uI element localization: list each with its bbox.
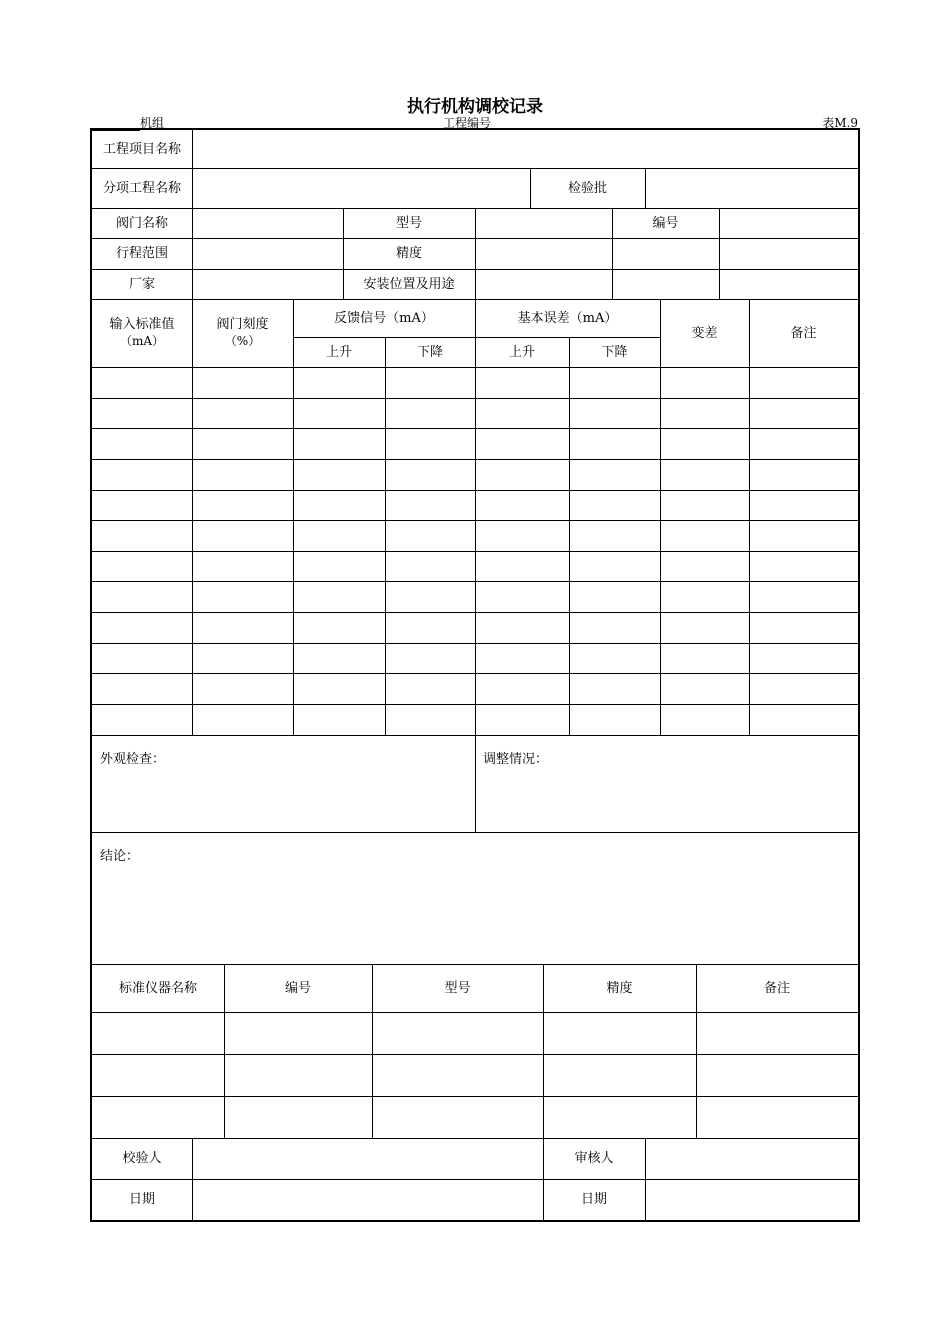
appearance-check-label: 外观检查： (100, 752, 166, 767)
v-line (719, 208, 720, 299)
adjustment-status-label: 调整情况： (483, 752, 549, 767)
project-name-label: 工程项目名称 (102, 141, 181, 157)
error-down-header: 下降 (601, 344, 628, 360)
valve-name-label: 阀门名称 (115, 215, 168, 231)
v-line (475, 208, 476, 299)
inspection-lot-label: 检验批 (567, 180, 607, 196)
feedback-down-header: 下降 (416, 344, 443, 360)
valve-scale-header (192, 299, 293, 367)
h-line (92, 168, 858, 169)
record-table (90, 128, 860, 1222)
instrument-name-header: 标准仪器名称 (118, 980, 197, 996)
instrument-remark-header: 备注 (763, 980, 790, 996)
valve-scale-label: 阀门刻度 (216, 317, 269, 332)
reviewer-date-label: 日期 (580, 1192, 607, 1207)
input-std-header (92, 299, 192, 367)
input-std-label: 输入标准值 (109, 317, 175, 332)
h-line (92, 1012, 858, 1013)
h-line (92, 1138, 858, 1139)
reviewer-label: 审核人 (574, 1151, 614, 1166)
model-label: 型号 (395, 215, 422, 231)
accuracy-label: 精度 (395, 246, 422, 261)
instrument-model-header: 型号 (444, 980, 471, 996)
v-line (385, 337, 386, 735)
number-label: 编号 (652, 215, 679, 231)
manufacturer-label: 厂家 (128, 276, 155, 292)
valve-scale-unit: （%） (224, 334, 261, 348)
h-line (92, 1179, 858, 1180)
feedback-up-header: 上升 (325, 344, 352, 360)
sub-project-label: 分项工程名称 (102, 180, 181, 196)
instrument-number-header: 编号 (284, 980, 311, 996)
form-number: 表M.9 (822, 116, 858, 130)
h-line (92, 1054, 858, 1055)
error-up-header: 上升 (508, 344, 535, 360)
calibrator-label: 校验人 (122, 1151, 162, 1166)
stroke-range-label: 行程范围 (115, 246, 168, 261)
v-line (645, 168, 646, 208)
h-line (92, 1096, 858, 1097)
install-location-label: 安装位置及用途 (363, 276, 455, 292)
remark-header: 备注 (790, 325, 817, 341)
input-std-unit: （mA） (119, 334, 165, 348)
instrument-accuracy-header: 精度 (606, 980, 633, 996)
feedback-header: 反馈信号（mA） (334, 310, 434, 326)
conclusion-label: 结论： (100, 849, 140, 864)
v-line (192, 1138, 193, 1222)
calibrator-date-label: 日期 (128, 1192, 155, 1207)
page-title: 执行机构调校记录 (407, 97, 543, 117)
v-line (569, 337, 570, 735)
basic-error-header: 基本误差（mA） (517, 310, 618, 326)
project-no-label: 工程编号 (443, 116, 492, 130)
variance-header: 变差 (691, 325, 718, 341)
v-line (192, 130, 193, 299)
unit-suffix: 机组 (140, 116, 165, 130)
v-line (645, 1138, 646, 1222)
